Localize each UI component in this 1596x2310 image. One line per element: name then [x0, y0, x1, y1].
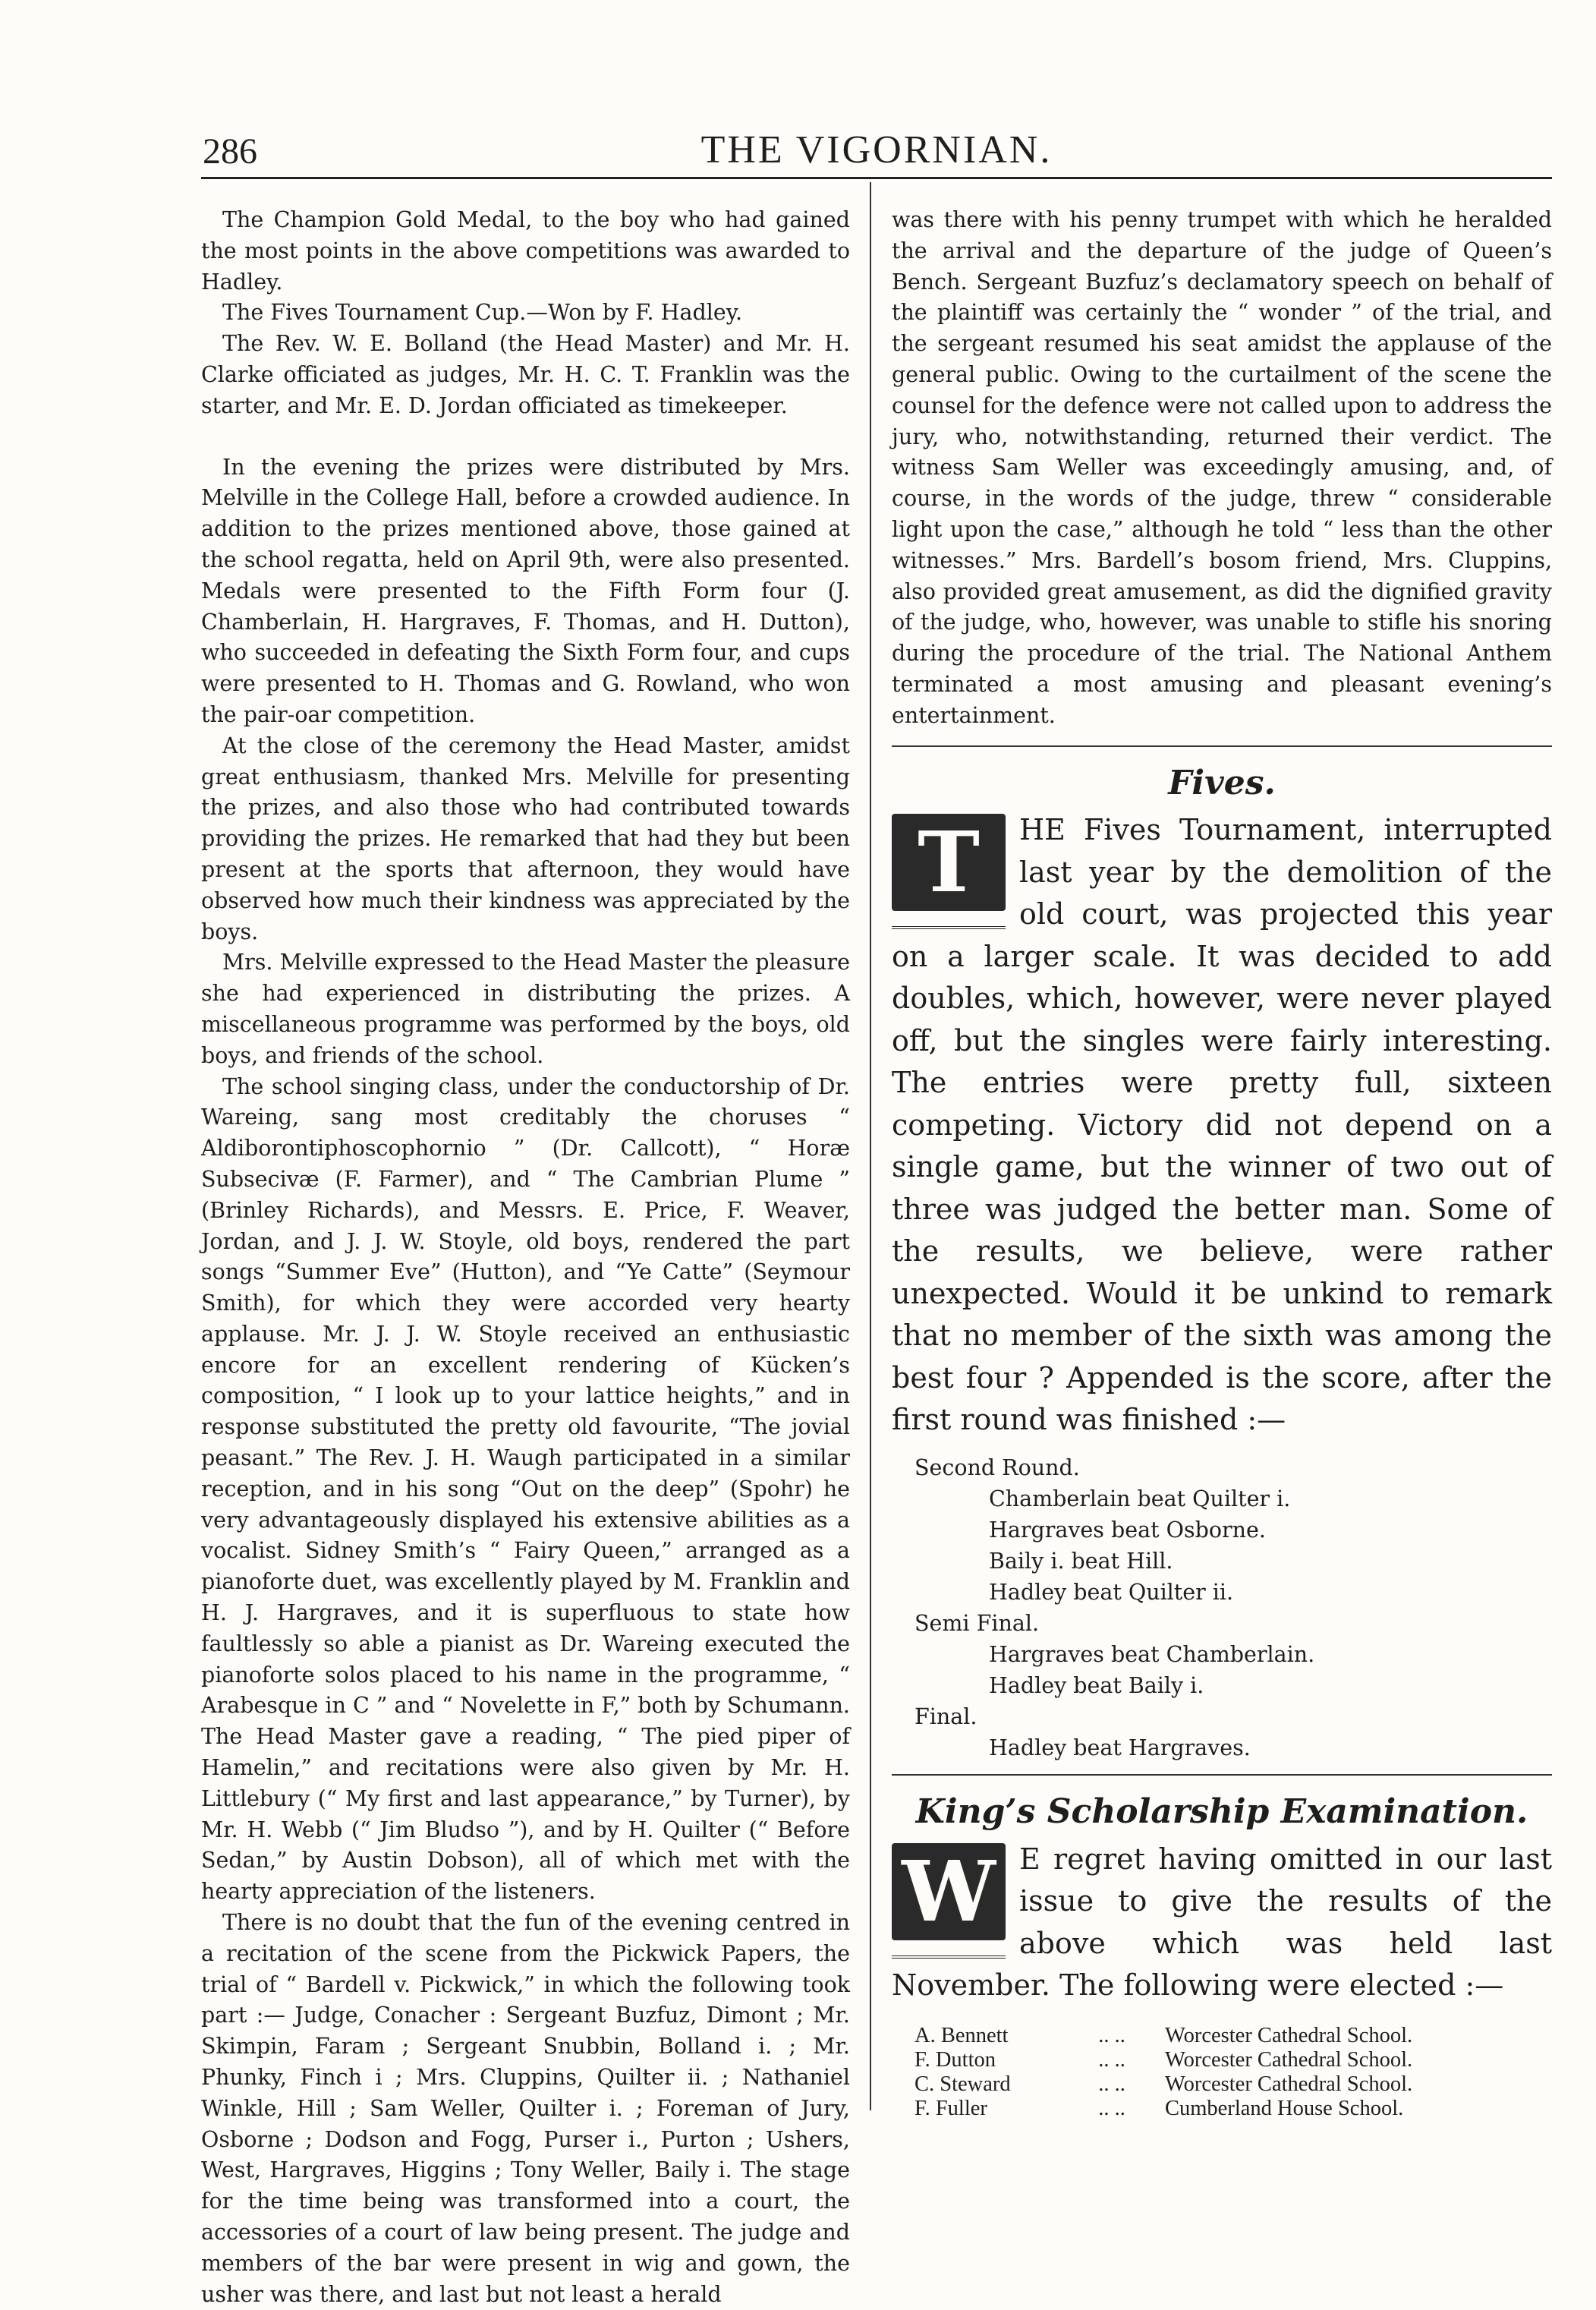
elected-name: A. Bennett [914, 2023, 1009, 2047]
elected-school: Worcester Cathedral School. [1165, 2047, 1413, 2072]
paragraph-prizes-evening: In the evening the prizes were distributed by Mrs. Melville in the College Hall, before a crowded audience. In addition to the prizes mentioned above, those gained at the school regatta, held on April 9th, were also presented. Medals were presented to the Fifth Form four (J. Chamberlain, H. Hargraves, F. Thomas, and H. Dutton), who succeeded in defeating the Sixth Form four, and cups were presented to H. Thomas and G. Rowland, who won the pair-oar competition. [201, 454, 850, 727]
fives-results [892, 1452, 1552, 1763]
elected-school: Worcester Cathedral School. [1165, 2023, 1413, 2047]
table-row [914, 2048, 1412, 2072]
elected-table [914, 2024, 1412, 2121]
paragraph-pickwick-trial: There is no doubt that the fun of the evening centred in a recitation of the scene from the Pickwick Papers, the trial of “ Bardell v. Pickwick,” in which the following took part :— Judge, Conacher : Sergeant Buzfuz, Dimont ; Mr. Skimpin, Faram ; Sergeant Snubbin, Bolland i. ; Mr. Phunky, Finch i ; Mrs. Cluppins, Quilter ii. ; Nathaniel Winkle, Hill ; Sam Weller, Quilter i. ; Foreman of Jury, Osborne ; Dodson and Fogg, Purser i., Purton ; Ushers, West, Hargraves, Higgins ; Tony Weller, Baily i. The stage for the time being was transformed into a court, the accessories of a court of law being present. The judge and members of the bar were present in wig and gown, the usher was there, and last but not least a herald [201, 1910, 850, 2307]
scholarship-article [892, 1839, 1552, 2007]
match-result: Hadley beat Baily i. [989, 1672, 1204, 1698]
fives-dropcap [892, 814, 1006, 928]
leader-dots: .. .. [1098, 2072, 1125, 2096]
match-result: Hadley beat Hargraves. [989, 1735, 1251, 1760]
scholarship-body: E regret having omitted in our last issue to give the results of the above which was held last November. The following were elected :— [892, 1842, 1552, 2003]
fives-heading: Fives. [1168, 763, 1276, 802]
left-column [201, 205, 850, 2310]
header-rule [201, 177, 1552, 179]
paragraph-continuation: was there with his penny trumpet with which he heralded the arrival and the departure of the judge of Queen’s Bench. Sergeant Buzfuz’s declamatory speech on behalf of the plaintiff was certainly the “ wonder ” of the trial, and the sergeant resumed his seat amidst the applause of the general public. Owing to the curtailment of the scene the counsel for the defence were not called upon to address the jury, who, notwithstanding, returned their verdict. The witness Sam Weller was exceedingly amusing, and, of course, in the words of the judge, threw “ considerable light upon the case,” although he told “ less than the other witnesses.” Mrs. Bardell’s bosom friend, Mrs. Cluppins, also provided great amusement, as did the dignified gravity of the judge, who, however, was unable to stifle his snoring during the procedure of the trial. The National Anthem terminated a most amusing and pleasant evening’s entertainment. [892, 207, 1552, 728]
round-heading: Semi Final. [914, 1610, 1040, 1636]
dropcap-letter: W [902, 1842, 996, 1940]
leader-dots: .. .. [1098, 2023, 1125, 2047]
match-result: Hargraves beat Chamberlain. [989, 1641, 1315, 1667]
elected-school: Cumberland House School. [1165, 2096, 1404, 2120]
round-heading: Second Round. [914, 1454, 1080, 1480]
scholarship-heading: King’s Scholarship Examination. [915, 1792, 1528, 1831]
scholarship-dropcap [892, 1843, 1006, 1957]
elected-name: F. Fuller [914, 2096, 987, 2120]
match-result: Hargraves beat Osborne. [989, 1517, 1266, 1543]
fives-article [892, 809, 1552, 1442]
paragraph-mrs-melville: Mrs. Melville expressed to the Head Master the pleasure she had experienced in distributing the prizes. A miscellaneous programme was performed by the boys, old boys, and friends of the school. [201, 950, 850, 1068]
paragraph-gold-medal: The Champion Gold Medal, to the boy who had gained the most points in the above competitions was awarded to Hadley. [201, 207, 850, 295]
page-header [201, 121, 1552, 182]
journal-title: THE VIGORNIAN. [700, 128, 1053, 172]
leader-dots: .. .. [1098, 2096, 1125, 2120]
paragraph-fives-cup: The Fives Tournament Cup.—Won by F. Hadley. [222, 300, 743, 326]
dropcap-ornament [892, 912, 1006, 929]
match-result: Hadley beat Quilter ii. [989, 1579, 1234, 1605]
dropcap-letter: T [918, 813, 980, 912]
column-divider [870, 182, 871, 2110]
match-result: Chamberlain beat Quilter i. [989, 1486, 1291, 1511]
paragraph-ceremony-close: At the close of the ceremony the Head Master, amidst great enthusiasm, thanked Mrs. Melville for presenting the prizes, and also those who had contributed towards providing the prizes. He remarked that had they but been present at the sports that afternoon, they would have observed how much their kindness was appreciated by the boys. [201, 733, 850, 944]
table-row [914, 2072, 1412, 2097]
page-number: 286 [203, 131, 257, 172]
elected-school: Worcester Cathedral School. [1165, 2072, 1413, 2096]
round-heading: Final. [914, 1703, 977, 1729]
section-rule [892, 745, 1552, 747]
section-rule [892, 1774, 1552, 1776]
elected-name: F. Dutton [914, 2047, 996, 2072]
paragraph-judges: The Rev. W. E. Bolland (the Head Master) and Mr. H. Clarke officiated as judges, Mr. H. C. T. Franklin was the starter, and Mr. E. D. Jordan officiated as timekeeper. [201, 331, 850, 418]
elected-name: C. Steward [914, 2072, 1011, 2096]
paragraph-singing-class: The school singing class, under the conductorship of Dr. Wareing, sang most creditably the choruses “ Aldiborontiphoscophornio ” (Dr. Callcott), “ Horæ Subsecivæ (F. Farmer), and “ The Cambrian Plume ” (Brinley Richards), and Messrs. E. Price, F. Weaver, Jordan, and J. J. W. Stoyle, old boys, rendered the part songs “Summer Eve” (Hutton), and “Ye Catte” (Seymour Smith), for which they were accorded very hearty applause. Mr. J. J. W. Stoyle received an enthusiastic encore for an excellent rendering of Kücken’s composition, “ I look up to your lattice heights,” and in response substituted the pretty old favourite, “The jovial peasant.” The Rev. J. H. Waugh participated in a similar reception, and in his song “Out on the deep” (Spohr) he very advantageously displayed his extensive abilities as a vocalist. Sidney Smith’s “ Fairy Queen,” arranged as a pianoforte duet, was excellently played by M. Franklin and H. J. Hargraves, and it is superfluous to state how faultlessly so able a pianist as Dr. Wareing executed the pianoforte solos placed to his name in the programme, “ Arabesque in C ” and “ Novelette in F,” both by Schumann. The Head Master gave a reading, “ The pied piper of Hamelin,” and recitations were also given by Mr. H. Littlebury (“ My first and last appearance,” by Turner), by Mr. H. Webb (“ Jim Bludso ”), and by H. Quilter (“ Before Sedan,” by Austin Dobson), all of which met with the hearty appreciation of the listeners. [201, 1073, 850, 1905]
table-row [914, 2097, 1412, 2121]
spacer [201, 422, 850, 452]
dropcap-ornament [892, 1942, 1006, 1959]
leader-dots: .. .. [1098, 2047, 1125, 2072]
right-column [892, 205, 1552, 2121]
match-result: Baily i. beat Hill. [989, 1548, 1173, 1574]
table-row [914, 2024, 1412, 2048]
fives-body: HE Fives Tournament, interrupted last year by the demolition of the old court, was projected this year on a larger scale. It was decided to add doubles, which, however, were never played off, but the singles were fairly interesting. The entries were pretty full, sixteen competing. Victory did not depend on a single game, but the winner of two out of three was judged the better man. Some of the results, we believe, were rather unexpected. Would it be unkind to remark that no member of the sixth was among the best four ? Appended is the score, after the first round was finished :— [892, 813, 1552, 1437]
